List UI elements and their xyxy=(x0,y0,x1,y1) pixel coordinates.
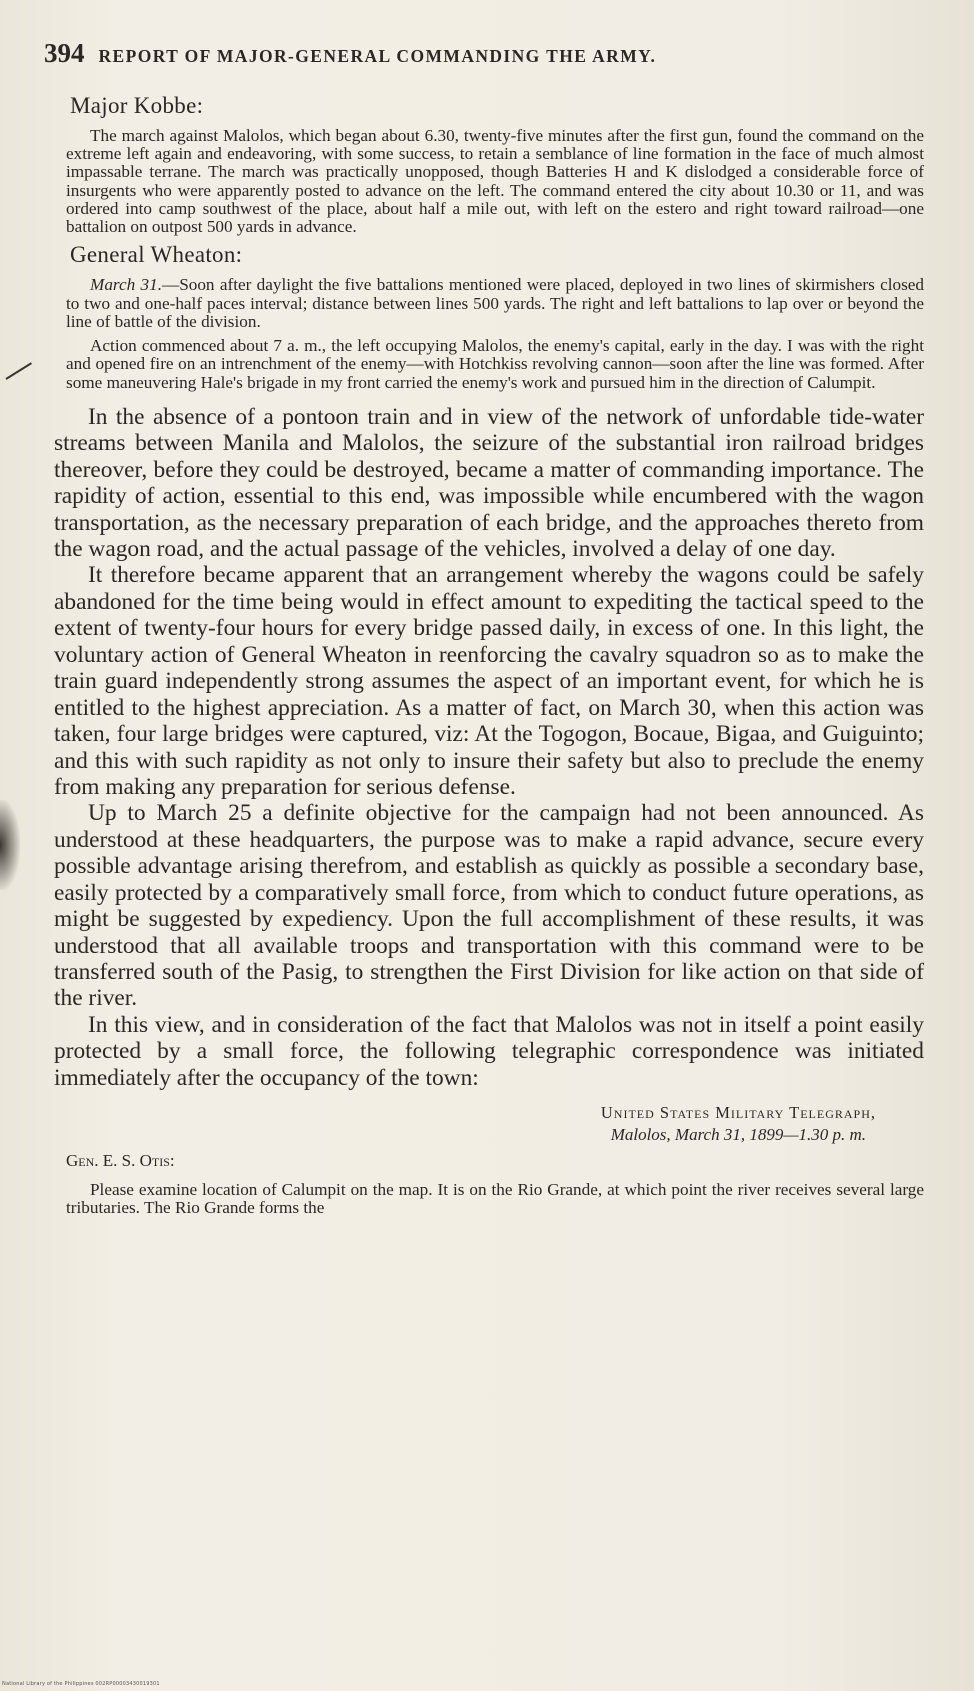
body-paragraph-4: In this view, and in consideration of the fact that Malolos was not in itself a point easily protected by a small force, the following telegraphic correspondence was initiated immediately after the occupancy of the town: xyxy=(54,1011,924,1091)
body-paragraph-3: Up to March 25 a definite objective for the campaign had not been announced. As understood at these headquarters, the purpose was to make a rapid advance, secure every possible advantage arising therefrom, and establish as quickly as possible a secondary base, easily protected by a comparatively small force, from which to conduct future operations, as might be suggested by expediency. Upon the full accomplishment of these results, it was understood that all available troops and transportation with this command were to be transferred south of the Pasig, to strengthen the First Division for like action on that side of the river. xyxy=(54,800,924,1012)
source-identifier: National Library of the Philippines 002RP00003430019301 xyxy=(2,1681,160,1687)
body-paragraph-1: In the absence of a pontoon train and in view of the network of unfordable tide-water streams between Manila and Malolos, the seizure of the substantial iron railroad bridges thereover, before they could be destroyed, became a matter of commanding importance. The rapidity of action, essential to this end, was impossible while encumbered with the wagon transportation, as the necessary preparation of each bridge, and the approaches thereto from the wagon road, and the actual passage of the vehicles, involved a delay of one day. xyxy=(54,403,924,562)
body-paragraph-2: It therefore became apparent that an arrangement whereby the wagons could be safely abandoned for the time being would in effect amount to expediting the tactical speed to the extent of twenty-four hours for every bridge passed daily, in excess of one. In this light, the voluntary action of General Wheaton in reenforcing the cavalry squadron so as to make the train guard independently strong assumes the aspect of an important event, for which he is entitled to the highest appreciation. As a matter of fact, on March 30, when this action was taken, four large bridges were captured, viz: At the Togogon, Bocaue, Bigaa, and Guiguinto; and this with such rapidity as not only to insure their safety but also to preclude the enemy from making any preparation for serious defense. xyxy=(54,562,924,800)
page-content xyxy=(44,38,924,1224)
wheaton-heading: General Wheaton: xyxy=(70,242,243,268)
wheaton-paragraph-2: Action commenced about 7 a. m., the left occupying Malolos, the enemy's capital, early in the day. I was with the right and opened fire on an intrenchment of the enemy—with Hotchkiss revolving cannon—soon after the line was formed. After some maneuvering Hale's brigade in my front carried the enemy's work and pursued him in the direction of Calumpit. xyxy=(66,336,924,392)
wheaton-paragraph-1 xyxy=(44,276,924,331)
kobbe-heading: Major Kobbe: xyxy=(70,93,204,118)
telegram-text: Please examine location of Calumpit on the map. It is on the Rio Grande, at which point the river receives several large tributaries. The Rio Grande forms the xyxy=(66,1180,924,1218)
running-head xyxy=(44,38,924,69)
page-number: 394 xyxy=(44,38,85,68)
binding-shadow xyxy=(0,800,20,890)
running-title: REPORT OF MAJOR-GENERAL COMMANDING THE ARMY. xyxy=(98,46,657,66)
telegram-title: United States Military Telegraph, xyxy=(600,1103,876,1123)
kobbe-text: The march against Malolos, which began about 6.30, twenty-five minutes after the first gun, found the command on the extreme left again and endeavoring, with some success, to retain a semblance of line formation in the face of much almost impassable terrane. The march was practically unopposed, though Batteries H and K dislodged a considerable force of insurgents who were apparently posted to advance on the left. The command entered the city about 10.30 or 11, and was ordered into camp southwest of the place, about half a mile out, with left on the estero and right toward railroad—one battalion on outpost 500 yards in advance. xyxy=(66,126,924,237)
telegram-addressee: Gen. E. S. Otis: xyxy=(66,1151,175,1171)
telegram-place-date: Malolos, March 31, 1899—1.30 p. m. xyxy=(610,1125,866,1145)
wheaton-text-1: —Soon after daylight the five battalions mentioned were placed, deployed in two lines of skirmishers closed to two and one-half paces interval; distance between lines 500 yards. The right and left battalions to lap over or beyond the line of battle of the division. xyxy=(66,275,924,331)
telegram-header xyxy=(44,1103,924,1145)
wheaton-date: March 31. xyxy=(90,275,162,295)
margin-pencil-mark xyxy=(5,362,32,380)
